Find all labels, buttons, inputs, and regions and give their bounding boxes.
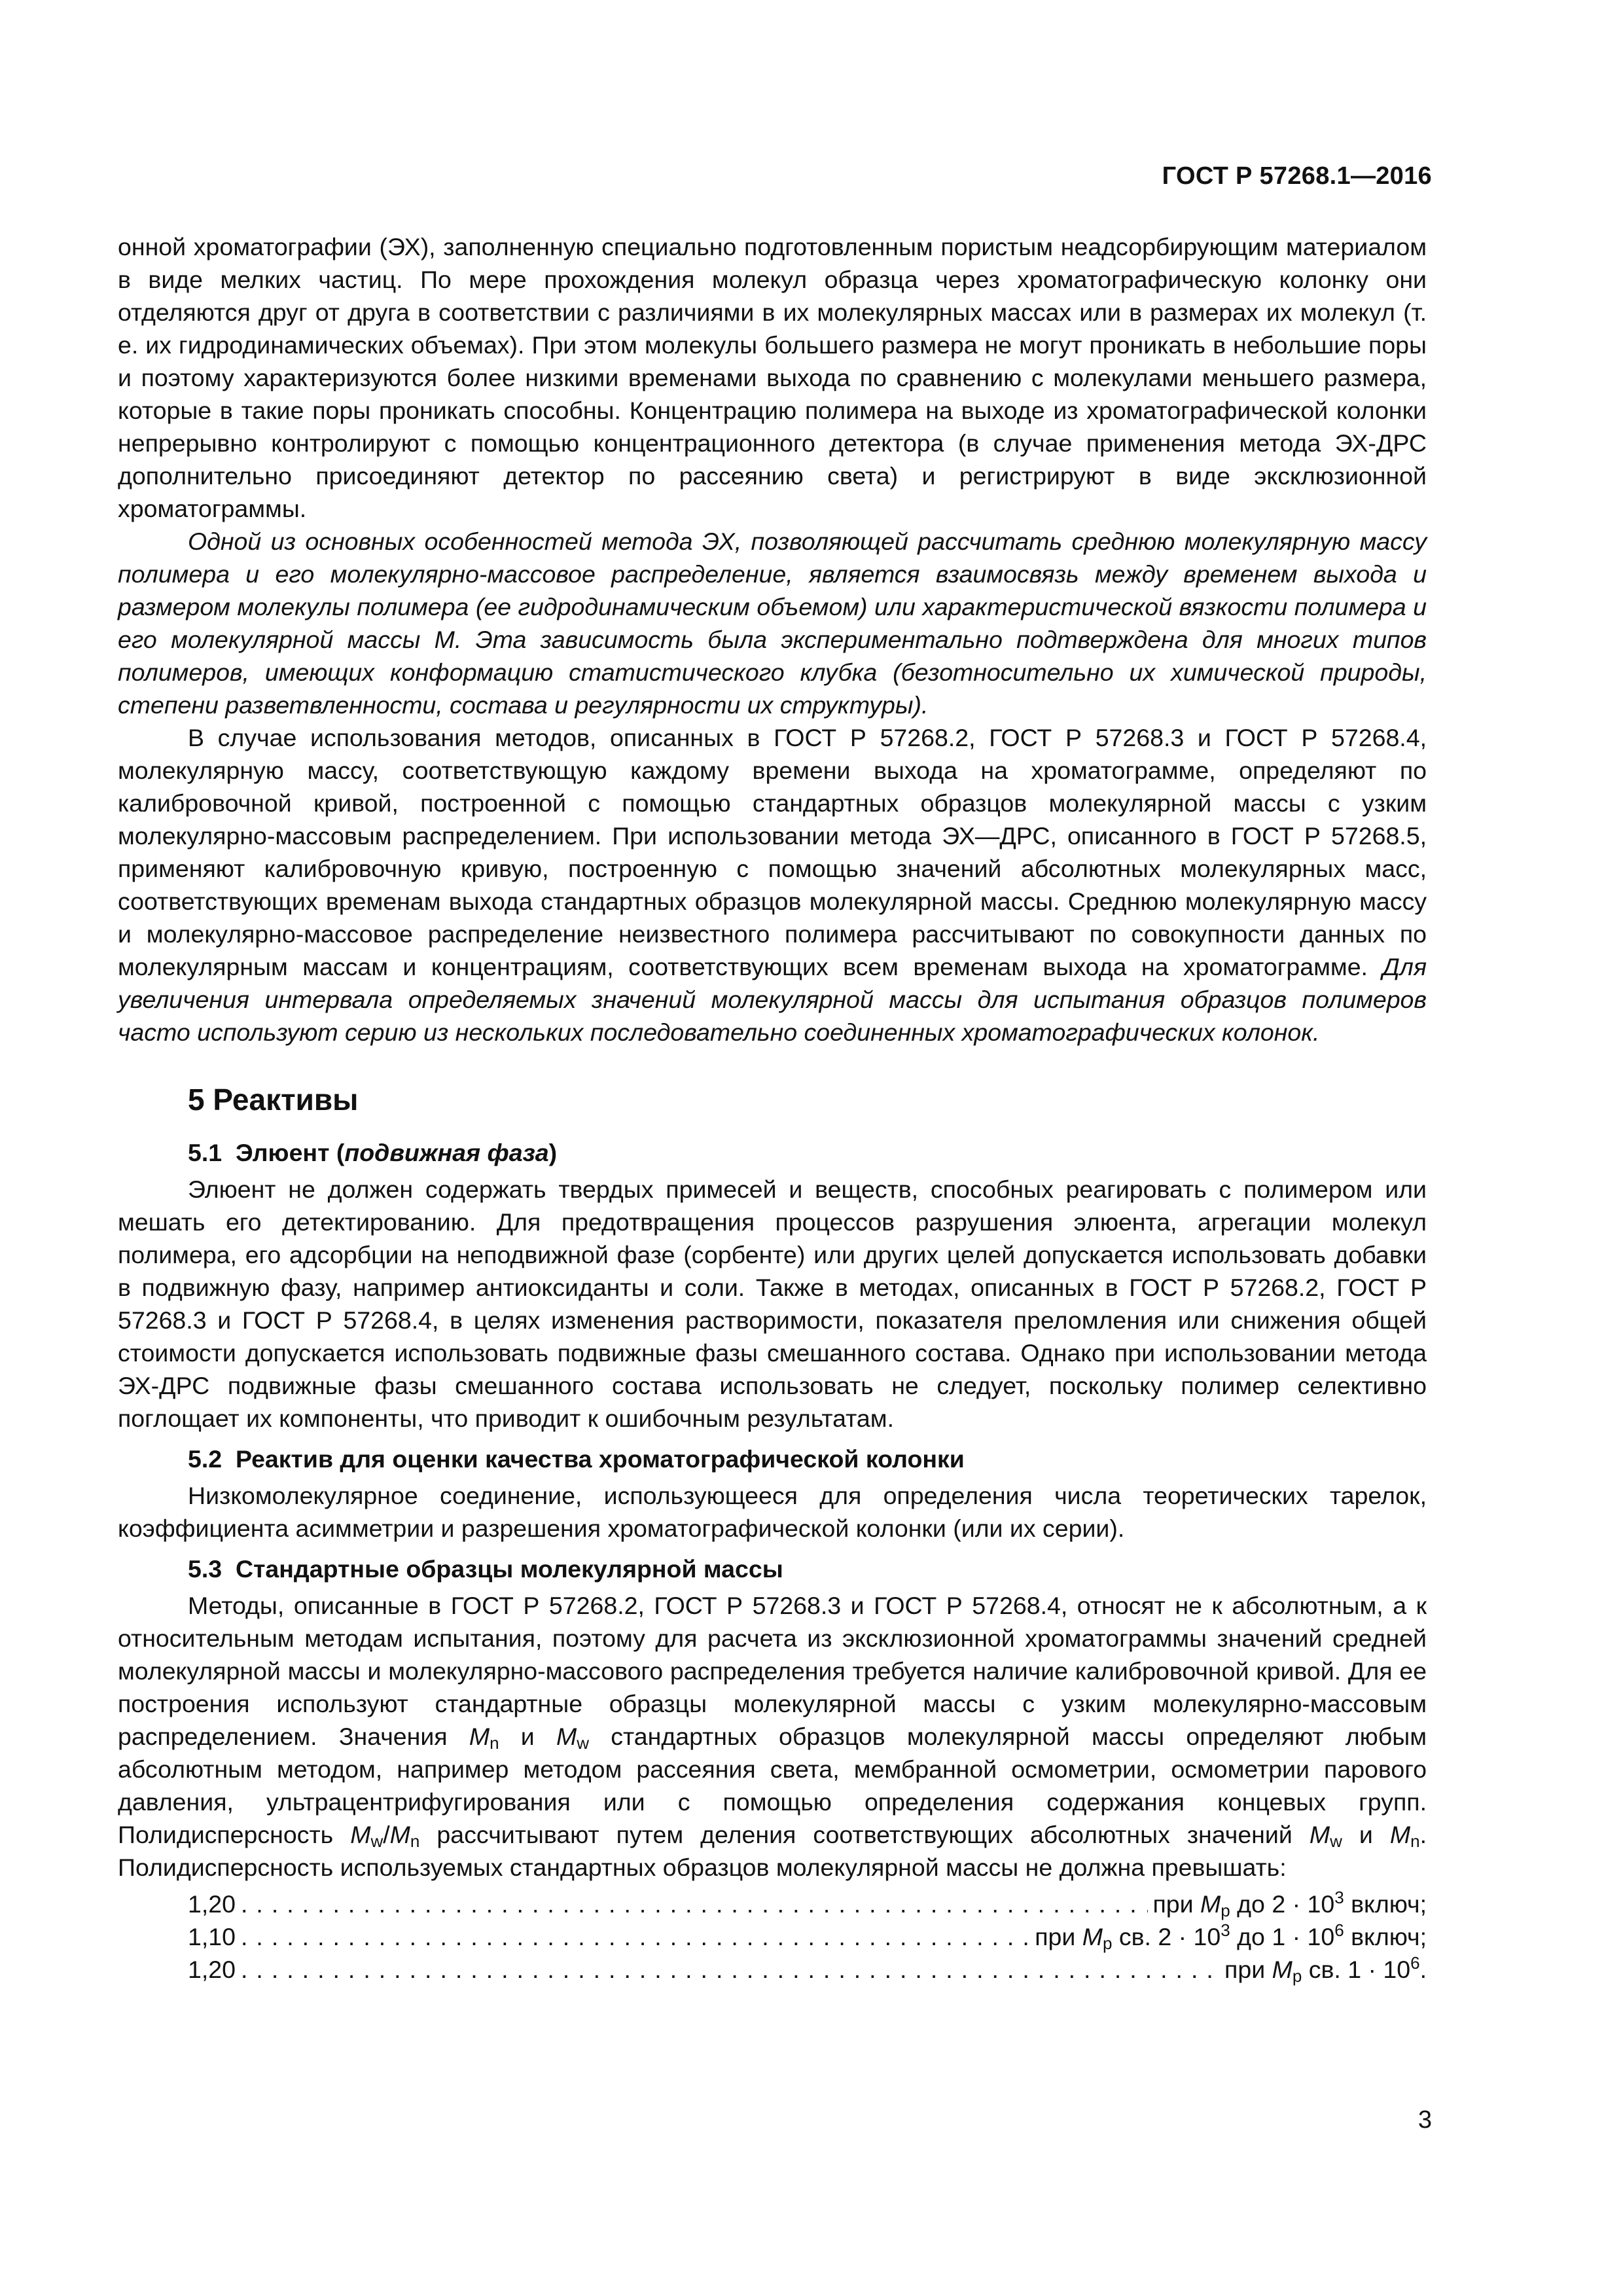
subsection-5-1-title-italic: подвижная фаза — [344, 1139, 549, 1166]
s53-and: и — [499, 1723, 557, 1750]
subsection-5-1-title — [188, 1136, 1427, 1169]
subscript-w: w — [370, 1831, 383, 1851]
limit-condition: при $M_p$ св. $2 \cdot 10^3$ до $1 \cdot 10^6$ включ; — [1035, 1920, 1427, 1953]
subscript-w: w — [1330, 1831, 1342, 1851]
subsection-5-3-title — [188, 1552, 1427, 1585]
subscript-n: n — [410, 1831, 420, 1851]
subsection-5-2-title-text: Реактив для оценки качества хроматографической колонки — [235, 1445, 965, 1473]
intro-paragraph-3-italic: Для увеличения интервала определяемых значений молекулярной массы для испытания образцов полимеров часто используют серию из нескольких последовательно соединенных хроматографических колонок. — [118, 953, 1427, 1046]
limit-value: 1,10 — [188, 1923, 236, 1950]
page-number: 3 — [1418, 2106, 1432, 2134]
symbol-m: M — [350, 1821, 371, 1848]
limit-row — [118, 1888, 1427, 1920]
s53-and: и — [1342, 1821, 1390, 1848]
page-content — [118, 230, 1427, 1986]
s53-text-part-1: Методы, описанные в ГОСТ Р 57268.2, ГОСТ Р 57268.3 и ГОСТ Р 57268.4, относят не к абсолютным, а к относительным методам испытания, поэтому для расчета из эксклюзионной хроматограммы значений средней молекулярной массы и молекулярно-массового распределения требуется наличие калибровочной кривой. Для ее построения используют стандартные образцы молекулярной массы с узким молекулярно-массовым распределением. Значения — [118, 1592, 1427, 1750]
dot-leader — [241, 1920, 1029, 1953]
s53-text-part-3: рассчитывают путем деления соответствующих абсолютных значений — [419, 1821, 1310, 1848]
subsection-5-1-text: Элюент не должен содержать твердых примесей и веществ, способных реагировать с полимером или мешать его детектированию. Для предотвращения процессов разрушения элюента, агрегации молекул полимера, его адсорбции на неподвижной фазе (сорбенте) или других целей допускается использовать добавки в подвижную фазу, например антиоксиданты и соли. Также в методах, описанных в ГОСТ Р 57268.2, ГОСТ Р 57268.3 и ГОСТ Р 57268.4, в целях изменения растворимости, показателя преломления или снижения общей стоимости допускается использовать подвижные фазы смешанного состава. Однако при использовании метода ЭХ-ДРС подвижные фазы смешанного состава использовать не следует, поскольку полимер селективно поглощает их компоненты, что приводит к ошибочным результатам. — [118, 1175, 1427, 1432]
limit-value: 1,20 — [188, 1890, 236, 1918]
intro-paragraph-3-text: В случае использования методов, описанных в ГОСТ Р 57268.2, ГОСТ Р 57268.3 и ГОСТ Р 57268.4, молекулярную массу, соответствующую каждому времени выхода на хроматограмме, определяют по калибровочной кривой, построенной с помощью стандартных образцов молекулярной массы с узким молекулярно-массовым распределением. При использовании метода ЭХ—ДРС, описанного в ГОСТ Р 57268.5, применяют калибровочную кривую, построенную с помощью значений абсолютных молекулярных масс, соответствующих временам выхода стандартных образцов молекулярной массы. Среднюю молекулярную массу и молекулярно-массовое распределение неизвестного полимера рассчитывают по совокупности данных по молекулярным массам и концентрациям, соответствующих всем временам выхода на хроматограмме. — [118, 724, 1427, 980]
subsection-5-2-text: Низкомолекулярное соединение, использующееся для определения числа теоретических тарелок, коэффициента асимметрии и разрешения хроматографической колонки (или их серии). — [118, 1482, 1427, 1542]
symbol-m: M — [469, 1723, 490, 1750]
subscript-w: w — [577, 1733, 590, 1753]
limit-row — [118, 1920, 1427, 1953]
subsection-5-2-number: 5.2 — [188, 1445, 223, 1473]
limit-value: 1,20 — [188, 1956, 236, 1983]
standard-header: ГОСТ Р 57268.1—2016 — [1162, 162, 1432, 190]
limit-condition: при $M_p$ св. $1 \cdot 10^6$. — [1224, 1953, 1427, 1986]
limit-row — [118, 1953, 1427, 1986]
intro-paragraph-2: Одной из основных особенностей метода ЭХ, позволяющей рассчитать среднюю молекулярную массу полимера и его молекулярно-массовое распределение, является взаимосвязь между временем выхода и размером молекулы полимера (ее гидродинамическим объемом) или характеристической вязкости полимера и его молекулярной массы М. Эта зависимость была экспериментально подтверждена для многих типов полимеров, имеющих конформацию статистического клубка (безотносительно их химической природы, степени разветвленности, состава и регулярности их структуры). — [118, 528, 1427, 719]
subsection-5-1-number: 5.1 — [188, 1139, 223, 1166]
subscript-n: n — [1410, 1831, 1420, 1851]
limit-condition: при $M_p$ до $2 \cdot 10^3$ включ; — [1152, 1888, 1427, 1920]
s53-text-part-4: . Полидисперсность используемых стандартных образцов молекулярной массы не должна превышать: — [118, 1821, 1427, 1881]
s53-text-part-2: стандартных образцов молекулярной массы определяют любым абсолютным методом, например методом рассеяния света, мембранной осмометрии, осмометрии парового давления, ультрацентрифугирования или с помощью определения содержания концевых групп. Полидисперсность — [118, 1723, 1427, 1848]
intro-paragraph-1: онной хроматографии (ЭХ), заполненную специально подготовленным пористым неадсорбирующим материалом в виде мелких частиц. По мере прохождения молекул образца через хроматографическую колонку они отделяются друг от друга в соответствии с различиями в их молекулярных массах или в размерах их молекул (т. е. их гидродинамических объемах). При этом молекулы большего размера не могут проникать в небольшие поры и поэтому характеризуются более низкими временами выхода по сравнению с молекулами меньшего размера, которые в такие поры проникать способны. Концентрацию полимера на выходе из хроматографической колонки непрерывно контролируют с помощью концентрационного детектора (в случае применения метода ЭХ-ДРС дополнительно присоединяют детектор по рассеянию света) и регистрируют в виде эксклюзионной хроматограммы. — [118, 233, 1427, 522]
symbol-m: M — [1309, 1821, 1330, 1848]
dot-leader — [241, 1888, 1148, 1920]
subsection-5-1-title-close: ) — [548, 1139, 558, 1166]
polydispersity-limits-list — [118, 1888, 1427, 1986]
subsection-5-1-title-text: Элюент ( — [235, 1139, 345, 1166]
intro-paragraph-3 — [118, 721, 1427, 1049]
subscript-n: n — [490, 1733, 499, 1753]
subsection-5-3-text — [118, 1589, 1427, 1884]
subsection-5-2-title — [188, 1443, 1427, 1475]
subsection-5-3-title-text: Стандартные образцы молекулярной массы — [235, 1555, 783, 1583]
section-5-title: 5 Реактивы — [188, 1083, 359, 1117]
s53-slash: / — [383, 1821, 390, 1848]
symbol-m: M — [556, 1723, 577, 1750]
symbol-m: M — [389, 1821, 410, 1848]
subsection-5-3-number: 5.3 — [188, 1555, 223, 1583]
dot-leader — [241, 1953, 1219, 1986]
symbol-m: M — [1389, 1821, 1411, 1848]
